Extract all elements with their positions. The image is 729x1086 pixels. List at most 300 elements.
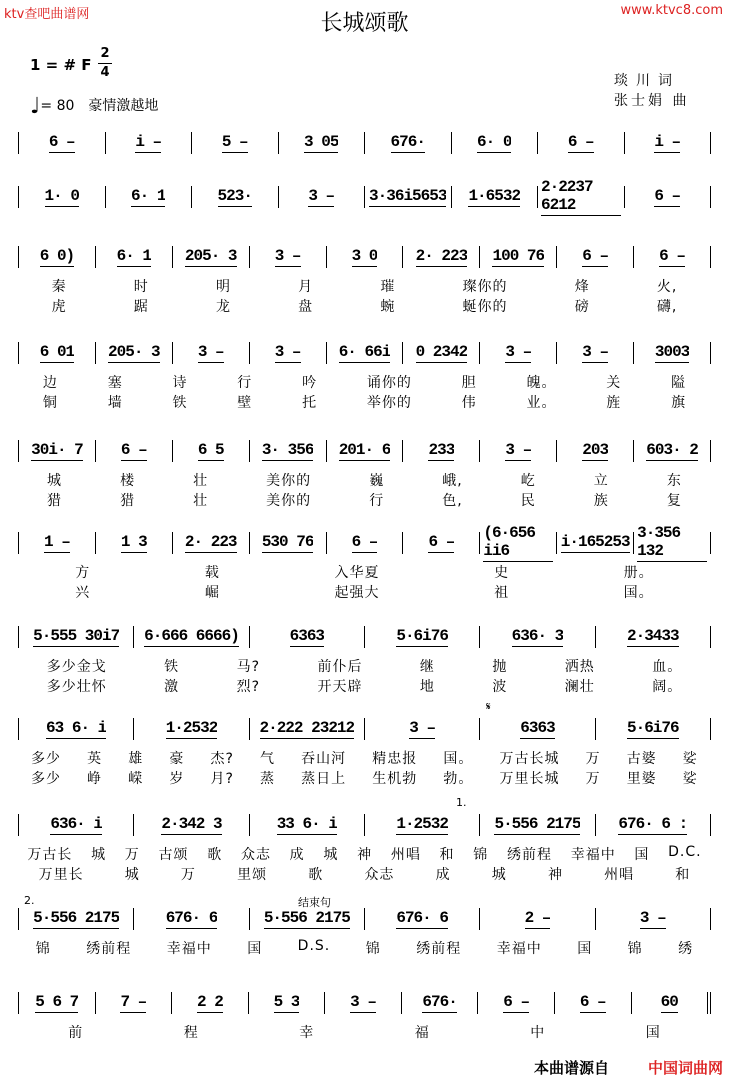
lyric-syllable: 成: [435, 867, 451, 883]
lyric-syllable: 绣前程: [86, 941, 132, 957]
lyrics-verse-1: [18, 1022, 711, 1042]
lyric-syllable: 塞: [107, 375, 123, 391]
lyric-syllable: 铁: [172, 395, 188, 411]
measure: [557, 246, 634, 268]
lyric-syllable: 里婆: [626, 771, 657, 787]
measure: [279, 132, 366, 154]
notes-row: [18, 814, 711, 836]
lyric-syllable: 行: [237, 375, 253, 391]
measure-notes: 6·666 6666): [144, 627, 239, 645]
measure-notes: 1 –: [44, 533, 70, 551]
lyrics-verse-1: [18, 276, 711, 296]
lyrics-verse-1: [18, 938, 711, 958]
tag-segno: 𝄋: [486, 700, 491, 713]
lyric-syllable: 方: [75, 565, 91, 581]
lyric-syllable: 歌: [308, 867, 324, 883]
measure: [596, 908, 711, 930]
measure: [250, 532, 327, 554]
lyric-syllable: 隘: [671, 375, 687, 391]
measure: [18, 532, 96, 554]
measure-notes: 603· 2: [646, 441, 698, 459]
lyric-syllable: 楼: [120, 473, 136, 489]
measure: [365, 132, 452, 154]
measure: [96, 246, 173, 268]
lyricist: 琰川词: [614, 73, 680, 89]
lyric-syllable: 诵你的: [366, 375, 412, 391]
measure-notes: 2· 223: [184, 533, 237, 551]
lyric-syllable: 程: [183, 1025, 199, 1041]
lyric-syllable: 巍: [369, 473, 385, 489]
measure: [327, 246, 404, 268]
lyric-syllable: 猎: [120, 493, 136, 509]
measure-notes: 3 –: [505, 441, 532, 459]
measure-notes: 3 –: [274, 247, 301, 265]
measure-notes: 1 3: [120, 533, 147, 551]
lyric-syllable: 锦: [627, 941, 643, 957]
tag-ending2: 2.: [24, 894, 35, 907]
measure-notes: 6 –: [351, 533, 378, 551]
lyric-syllable: 屹: [520, 473, 536, 489]
measure: [452, 132, 539, 154]
measure: [173, 342, 250, 364]
measure-notes: 60: [660, 993, 678, 1011]
lyrics-verse-1: [18, 844, 711, 864]
measure: [365, 908, 480, 930]
lyric-syllable: 抛: [492, 659, 508, 675]
measure: [134, 908, 249, 930]
lyric-syllable: 锦: [35, 941, 51, 957]
lyric-syllable: 城: [47, 473, 63, 489]
lyric-syllable: 气: [260, 751, 276, 767]
measure: [250, 814, 365, 836]
measure-notes: 3 –: [505, 343, 532, 361]
lyric-syllable: 吞山河: [301, 751, 347, 767]
measure: [249, 992, 326, 1014]
measure-notes: 205· 3: [184, 247, 237, 265]
lyric-syllable: 旌: [606, 395, 622, 411]
lyric-syllable: 壁: [237, 395, 253, 411]
lyric-syllable: 墙: [107, 395, 123, 411]
measure-notes: 5 –: [221, 133, 248, 151]
lyric-syllable: 多少金戈: [46, 659, 107, 675]
measure-notes: 3 –: [350, 993, 376, 1011]
lyric-syllable: 勃。: [443, 771, 474, 787]
lyric-syllable: 锦: [365, 941, 381, 957]
lyrics-verse-2: [18, 392, 711, 412]
lyric-syllable: 众志: [364, 867, 395, 883]
measure: [327, 532, 404, 554]
measure: [18, 440, 96, 462]
lyric-syllable: 蜿: [380, 299, 396, 315]
lyric-syllable: 国: [634, 847, 650, 863]
lyric-syllable: 峨,: [442, 473, 463, 489]
measure: [250, 246, 327, 268]
measure-notes: 2·222 23212: [259, 719, 355, 737]
lyric-syllable: 州唱: [604, 867, 635, 883]
lyric-syllable: 盘: [298, 299, 314, 315]
lyrics-verse-1: [18, 656, 711, 676]
measure: [596, 814, 711, 836]
lyric-syllable: 立: [593, 473, 609, 489]
measure-notes: 5 3: [273, 993, 300, 1011]
lyric-syllable: 和: [439, 847, 455, 863]
measure: [596, 626, 711, 648]
lyric-syllable: 烈?: [236, 679, 261, 695]
lyric-syllable: 火,: [656, 279, 678, 295]
measure: [365, 626, 480, 648]
lyric-syllable: 诗: [172, 375, 188, 391]
measure-notes: 523·: [217, 187, 252, 205]
lyric-syllable: 阔。: [652, 679, 683, 695]
lyric-syllable: 蜒你的: [462, 299, 508, 315]
measure: [96, 440, 173, 462]
lyric-syllable: 举你的: [366, 395, 412, 411]
lyric-syllable: 生机勃: [372, 771, 418, 787]
key-signature: 1 = # F: [30, 56, 92, 74]
lyric-syllable: 血。: [652, 659, 683, 675]
measure: [134, 626, 249, 648]
lyric-syllable: 关: [606, 375, 622, 391]
source-site: 中国词曲网: [647, 1059, 723, 1077]
lyric-syllable: 歌: [207, 847, 223, 863]
measure: [480, 342, 557, 364]
lyric-syllable: 璨你的: [462, 279, 508, 295]
lyric-syllable: 万里长城: [499, 771, 560, 787]
notes-row: [18, 440, 711, 462]
measure-notes: i·165253: [560, 533, 630, 551]
measure-notes: 3 –: [639, 909, 666, 927]
lyric-syllable: 神: [357, 847, 373, 863]
lyrics-verse-2: [18, 296, 711, 316]
lyric-syllable: 踞: [133, 299, 149, 315]
lyric-syllable: 万: [585, 771, 601, 787]
lyric-syllable: 月?: [210, 771, 234, 787]
lyrics-verse-1: [18, 562, 711, 582]
notes-row: [18, 992, 711, 1014]
lyrics-verse-1: [18, 470, 711, 490]
measure-notes: 30i· 7: [31, 441, 83, 459]
measure-notes: i –: [135, 133, 162, 151]
measure: [625, 132, 712, 154]
measure-notes: 7 –: [120, 993, 147, 1011]
tempo-marking: [30, 94, 158, 119]
lyric-syllable: 和: [675, 867, 691, 883]
measure-notes: 3 –: [197, 343, 224, 361]
measure: [402, 992, 479, 1014]
lyrics-verse-2: [18, 582, 711, 602]
measure: [327, 342, 404, 364]
source-label: 本曲谱源自: [533, 1059, 609, 1077]
lyric-syllable: 开天辟: [317, 679, 363, 695]
meter-top: 2: [100, 46, 110, 61]
lyric-syllable: 国。: [443, 751, 474, 767]
lyric-syllable: 多少: [31, 751, 62, 767]
measure-notes: 636· 3: [511, 627, 564, 645]
measure-notes: 100 76: [492, 247, 545, 265]
lyric-syllable: 雄: [128, 751, 144, 767]
lyric-syllable: 秦: [51, 279, 67, 295]
measure: [403, 532, 480, 554]
lyrics-verse-2: [18, 768, 711, 788]
meter-bottom: 4: [100, 65, 110, 80]
composer: 张士娟 曲: [614, 93, 690, 109]
measure-notes: 6363: [289, 627, 325, 645]
lyric-syllable: 城: [491, 867, 507, 883]
lyric-syllable: 兴: [75, 585, 91, 601]
lyric-syllable: 壮: [193, 473, 209, 489]
lyric-syllable: 万古长城: [499, 751, 560, 767]
measure: [96, 992, 173, 1014]
measure: [18, 132, 106, 154]
measure-notes: 3 –: [582, 343, 609, 361]
lyric-syllable: 崛: [204, 585, 220, 601]
lyric-syllable: 州唱: [390, 847, 421, 863]
measure: [173, 246, 250, 268]
lyric-syllable: 东: [666, 473, 682, 489]
lyric-syllable: 万: [124, 847, 140, 863]
lyric-syllable: 册。: [623, 565, 654, 581]
measure: [403, 246, 480, 268]
measure-notes: 6 –: [654, 187, 681, 205]
lyric-syllable: 澜壮: [564, 679, 595, 695]
measure-notes: 3 0: [351, 247, 378, 265]
measure: [403, 342, 480, 364]
lyric-syllable: 继: [419, 659, 435, 675]
measure: [173, 440, 250, 462]
measure: [250, 342, 327, 364]
lyric-syllable: 国: [577, 941, 593, 957]
measure: [134, 814, 249, 836]
lyric-syllable: D.S.: [297, 938, 331, 954]
measure-notes: 6 –: [567, 133, 594, 151]
lyric-syllable: 魄。: [526, 375, 557, 391]
measure-notes: 1·6532: [468, 187, 521, 205]
lyric-syllable: 城: [124, 867, 140, 883]
lyric-syllable: 万: [180, 867, 196, 883]
measure-notes: (6·656 ii6: [483, 524, 553, 562]
lyric-syllable: 马?: [236, 659, 261, 675]
measure-notes: 530 76: [261, 533, 314, 551]
measure-notes: 676·: [422, 993, 457, 1011]
lyric-syllable: 城: [323, 847, 339, 863]
lyric-syllable: 史: [494, 565, 510, 581]
lyric-syllable: 美你的: [266, 493, 312, 509]
measure: [365, 186, 452, 208]
measure: [634, 246, 711, 268]
measure-notes: 676· 6: [396, 909, 448, 927]
lyric-syllable: 娑: [682, 771, 698, 787]
lyric-syllable: 众志: [240, 847, 271, 863]
measure-notes: 201· 6: [338, 441, 391, 459]
measure-notes: 3·356 132: [637, 524, 707, 562]
measure: [538, 132, 625, 154]
lyric-syllable: 杰?: [210, 751, 234, 767]
lyric-syllable: 多少壮怀: [46, 679, 107, 695]
lyric-syllable: 托: [302, 395, 318, 411]
lyric-syllable: 英: [87, 751, 103, 767]
lyric-syllable: 豪: [169, 751, 185, 767]
lyric-syllable: 城: [91, 847, 107, 863]
measure-notes: 3·36i5653: [369, 187, 447, 205]
lyric-syllable: 猎: [47, 493, 63, 509]
lyric-syllable: 绣: [678, 941, 694, 957]
measure-notes: 6 –: [503, 993, 530, 1011]
measure: [325, 992, 402, 1014]
lyric-syllable: 载: [204, 565, 220, 581]
measure-notes: 5·555 30i7: [33, 627, 120, 645]
lyric-syllable: 幸福中: [496, 941, 542, 957]
tempo-text: = 80 豪情激越地: [40, 98, 159, 114]
lyrics-verse-1: [18, 748, 711, 768]
lyric-syllable: 时: [133, 279, 149, 295]
measure: [192, 186, 279, 208]
measure: [480, 524, 557, 560]
measure-notes: 5·556 2175: [33, 909, 120, 927]
measure: [538, 178, 625, 214]
lyric-syllable: 地: [419, 679, 435, 695]
measure-notes: 2 –: [524, 909, 551, 927]
notes-row: [18, 246, 711, 268]
measure-notes: 5·6i76: [396, 627, 448, 645]
measure-notes: 6 –: [582, 247, 609, 265]
lyric-syllable: 边: [42, 375, 58, 391]
measure: [96, 342, 173, 364]
lyric-syllable: 虎: [51, 299, 67, 315]
measure-notes: 2 2: [197, 993, 223, 1011]
measure: [18, 814, 134, 836]
lyric-syllable: 幸: [299, 1025, 315, 1041]
measure-notes: 5·6i76: [627, 719, 679, 737]
measure-notes: 676·: [390, 133, 425, 151]
lyric-syllable: 吟: [302, 375, 318, 391]
measure-notes: 2·342 3: [161, 815, 222, 833]
quarter-note-icon: ♩: [30, 94, 41, 119]
measure: [480, 814, 595, 836]
measure: [632, 992, 712, 1014]
measure-notes: 63 6· i: [46, 719, 107, 737]
lyric-syllable: 激: [164, 679, 180, 695]
measure: [480, 718, 595, 740]
measure: [557, 342, 634, 364]
measure-notes: 6 –: [428, 533, 455, 551]
measure-notes: 1·2532: [396, 815, 448, 833]
measure: [555, 992, 632, 1014]
lyric-syllable: 民: [520, 493, 536, 509]
lyric-syllable: 祖: [494, 585, 510, 601]
watermark-left: ktv查吧曲谱网: [4, 7, 90, 22]
measure: [18, 626, 134, 648]
measure: [480, 908, 595, 930]
lyric-syllable: 万里长: [38, 867, 84, 883]
measure: [279, 186, 366, 208]
lyric-syllable: 绣前程: [506, 847, 552, 863]
lyric-syllable: 多少: [31, 771, 62, 787]
measure: [596, 718, 711, 740]
lyrics-verse-2: [18, 490, 711, 510]
measure-notes: 6 –: [48, 133, 75, 151]
measure: [18, 992, 96, 1014]
lyric-syllable: 烽: [574, 279, 590, 295]
lyric-syllable: 前: [68, 1025, 84, 1041]
measure: [173, 532, 250, 554]
measure: [172, 992, 249, 1014]
lyric-syllable: 璀: [380, 279, 396, 295]
measure-notes: 33 6· i: [276, 815, 337, 833]
time-signature: [98, 46, 112, 81]
measure: [18, 246, 96, 268]
lyrics-verse-1: [18, 372, 711, 392]
measure-notes: 3· 356: [261, 441, 314, 459]
lyric-syllable: 万古长: [27, 847, 73, 863]
measure-notes: 1· 0: [44, 187, 79, 205]
measure-notes: 676· 6: [165, 909, 218, 927]
measure-notes: 5 6 7: [35, 993, 79, 1011]
lyric-syllable: D.C.: [668, 844, 702, 860]
measure-notes: 6 5: [197, 441, 224, 459]
lyric-syllable: 磅: [574, 299, 590, 315]
lyric-syllable: 胆: [461, 375, 477, 391]
measure-notes: 676· 6 :: [618, 815, 688, 833]
measure: [403, 440, 480, 462]
measure: [96, 532, 173, 554]
lyric-syllable: 美你的: [266, 473, 312, 489]
lyric-syllable: 神: [547, 867, 563, 883]
measure: [250, 718, 365, 740]
measure: [250, 440, 327, 462]
lyric-syllable: 福: [414, 1025, 430, 1041]
lyric-syllable: 蒸日上: [301, 771, 347, 787]
measure-notes: 5·556 2175: [263, 909, 350, 927]
lyric-syllable: 绣前程: [416, 941, 462, 957]
notes-row: [18, 908, 711, 930]
measure-notes: 6 –: [120, 441, 147, 459]
measure: [106, 186, 193, 208]
measure-notes: 1·2532: [165, 719, 218, 737]
tag-coda: 结束句: [298, 896, 331, 909]
measure: [250, 908, 365, 930]
measure-notes: 205· 3: [108, 343, 160, 361]
lyric-syllable: 精忠报: [372, 751, 418, 767]
measure: [192, 132, 279, 154]
measure-notes: 3 05: [304, 133, 339, 151]
lyric-syllable: 礴,: [656, 299, 678, 315]
lyric-syllable: 波: [492, 679, 508, 695]
lyric-syllable: 入华夏: [334, 565, 380, 581]
lyric-syllable: 族: [593, 493, 609, 509]
notes-row: [18, 718, 711, 740]
lyric-syllable: 古颂: [158, 847, 189, 863]
lyrics-verse-2: [18, 676, 711, 696]
measure-notes: 6· 1: [131, 187, 166, 205]
song-title: 长城颂歌: [320, 11, 409, 36]
measure: [480, 440, 557, 462]
measure: [452, 186, 539, 208]
lyric-syllable: 伟: [461, 395, 477, 411]
measure-notes: 203: [582, 441, 609, 459]
measure: [557, 440, 634, 462]
lyric-syllable: 铁: [164, 659, 180, 675]
watermark-right: www.ktvc8.com: [620, 3, 723, 18]
measure-notes: 5·556 2175: [494, 815, 581, 833]
measure: [480, 246, 557, 268]
measure-notes: 2· 223: [415, 247, 468, 265]
lyric-syllable: 幸福中: [570, 847, 616, 863]
measure: [625, 186, 712, 208]
measure-notes: 3 –: [308, 187, 335, 205]
measure-notes: 6 01: [39, 343, 75, 361]
lyric-syllable: 前仆后: [317, 659, 363, 675]
lyric-syllable: 里颂: [237, 867, 268, 883]
